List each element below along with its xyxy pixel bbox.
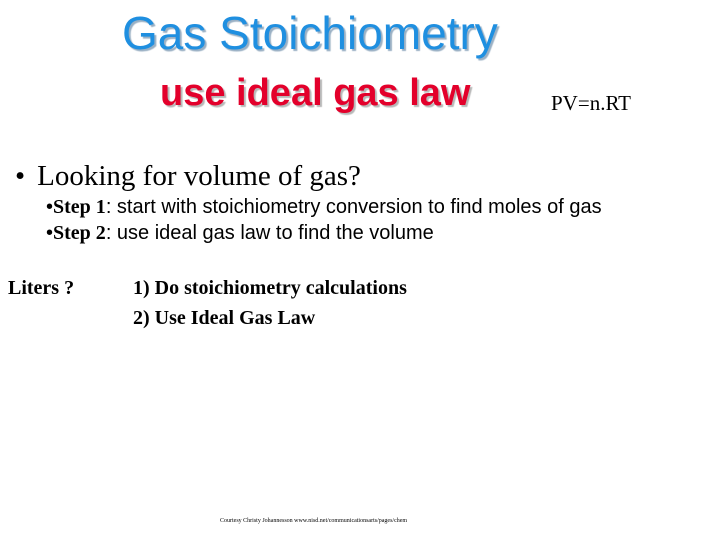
step-2-text: : use ideal gas law to find the volume [105, 222, 434, 244]
numbered-item-1: 1) Do stoichiometry calculations [133, 277, 407, 299]
step-2-item [46, 222, 434, 245]
step-1-item [46, 196, 602, 219]
sub-bullet-glyph: • [46, 196, 54, 218]
main-bullet [15, 160, 361, 193]
bullet-glyph: • [15, 160, 26, 192]
slide-subtitle: use ideal gas law [160, 72, 471, 114]
step-1-text: : start with stoichiometry conversion to find moles of gas [105, 196, 602, 218]
slide-title: Gas Stoichiometry [122, 7, 498, 59]
liters-label: Liters ? [8, 277, 75, 299]
ideal-gas-formula: PV=n.RT [551, 91, 632, 115]
step-1-label: Step 1 [53, 196, 106, 218]
step-2-label: Step 2 [53, 222, 106, 244]
main-bullet-text: Looking for volume of gas? [37, 160, 361, 192]
numbered-item-2: 2) Use Ideal Gas Law [133, 307, 316, 329]
sub-bullet-glyph: • [46, 222, 54, 244]
credit-footer: Courtesy Christy Johannesson www.nisd.net/communicationsarts/pages/chem [220, 518, 408, 524]
